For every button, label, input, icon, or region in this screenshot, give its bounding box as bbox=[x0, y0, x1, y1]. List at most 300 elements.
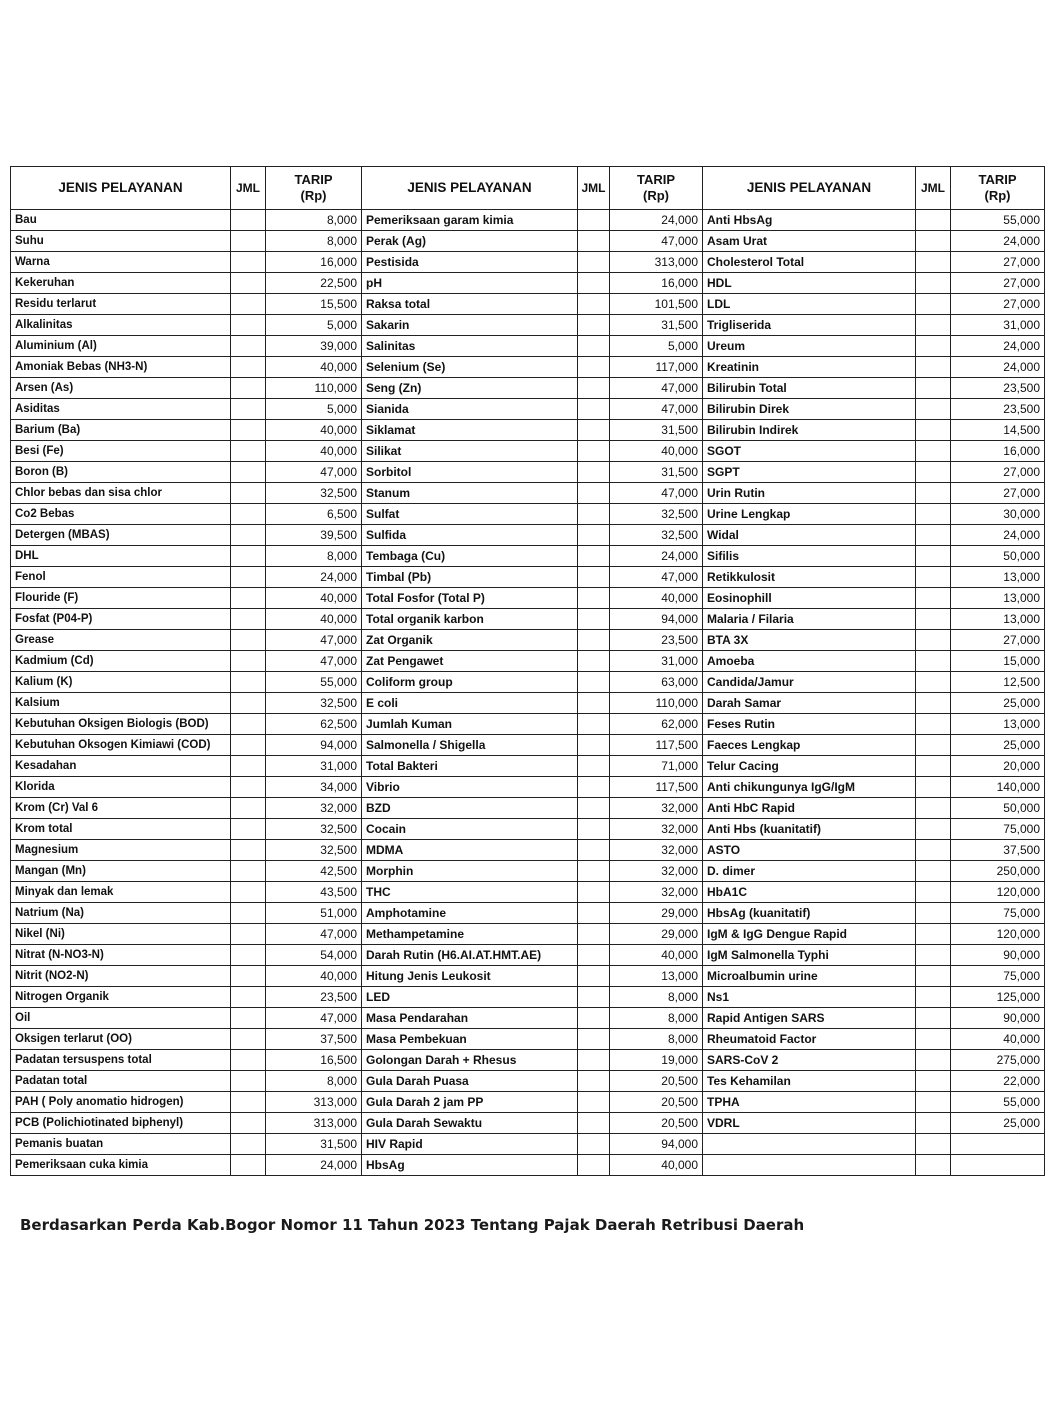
header-price-label: TARIP bbox=[978, 172, 1017, 187]
service-price: 120,000 bbox=[951, 882, 1045, 903]
service-price: 14,500 bbox=[951, 420, 1045, 441]
service-price: 8,000 bbox=[266, 1071, 362, 1092]
qty-cell bbox=[231, 378, 266, 399]
qty-cell bbox=[916, 231, 951, 252]
service-name: Besi (Fe) bbox=[11, 441, 231, 462]
qty-cell bbox=[916, 672, 951, 693]
qty-cell bbox=[231, 441, 266, 462]
qty-cell bbox=[578, 861, 610, 882]
service-name: Amphotamine bbox=[362, 903, 578, 924]
service-price: 39,500 bbox=[266, 525, 362, 546]
service-price: 47,000 bbox=[266, 924, 362, 945]
qty-cell bbox=[916, 882, 951, 903]
service-price: 8,000 bbox=[266, 546, 362, 567]
service-name: Gula Darah Sewaktu bbox=[362, 1113, 578, 1134]
qty-cell bbox=[578, 630, 610, 651]
service-name: Magnesium bbox=[11, 840, 231, 861]
service-price: 75,000 bbox=[951, 966, 1045, 987]
qty-cell bbox=[578, 1050, 610, 1071]
qty-cell bbox=[578, 693, 610, 714]
service-name: Darah Samar bbox=[703, 693, 916, 714]
qty-cell bbox=[916, 462, 951, 483]
service-name: Anti Hbs (kuanitatif) bbox=[703, 819, 916, 840]
service-name: Kalsium bbox=[11, 693, 231, 714]
service-name: Stanum bbox=[362, 483, 578, 504]
service-price: 275,000 bbox=[951, 1050, 1045, 1071]
service-price: 47,000 bbox=[266, 462, 362, 483]
qty-cell bbox=[578, 1071, 610, 1092]
service-name: Widal bbox=[703, 525, 916, 546]
qty-cell bbox=[231, 210, 266, 231]
table-row bbox=[11, 273, 1045, 294]
service-price: 47,000 bbox=[266, 1008, 362, 1029]
qty-cell bbox=[231, 840, 266, 861]
service-name: Timbal (Pb) bbox=[362, 567, 578, 588]
qty-cell bbox=[231, 1092, 266, 1113]
service-price: 50,000 bbox=[951, 546, 1045, 567]
qty-cell bbox=[578, 777, 610, 798]
service-price: 27,000 bbox=[951, 630, 1045, 651]
table-row bbox=[11, 903, 1045, 924]
qty-cell bbox=[578, 504, 610, 525]
qty-cell bbox=[231, 1008, 266, 1029]
qty-cell bbox=[578, 399, 610, 420]
service-price: 25,000 bbox=[951, 693, 1045, 714]
qty-cell bbox=[231, 1029, 266, 1050]
service-name: Methampetamine bbox=[362, 924, 578, 945]
service-name: Pemeriksaan cuka kimia bbox=[11, 1155, 231, 1176]
qty-cell bbox=[231, 483, 266, 504]
qty-cell bbox=[578, 1092, 610, 1113]
service-price: 25,000 bbox=[951, 735, 1045, 756]
service-name: IgM Salmonella Typhi bbox=[703, 945, 916, 966]
service-name: Raksa total bbox=[362, 294, 578, 315]
service-name: Barium (Ba) bbox=[11, 420, 231, 441]
service-price: 6,500 bbox=[266, 504, 362, 525]
qty-cell bbox=[231, 315, 266, 336]
qty-cell bbox=[916, 504, 951, 525]
service-price: 31,500 bbox=[610, 420, 703, 441]
table-row bbox=[11, 1113, 1045, 1134]
service-name: Kekeruhan bbox=[11, 273, 231, 294]
service-name: Nikel (Ni) bbox=[11, 924, 231, 945]
service-price bbox=[951, 1155, 1045, 1176]
service-name: Darah Rutin (H6.AI.AT.HMT.AE) bbox=[362, 945, 578, 966]
qty-cell bbox=[916, 525, 951, 546]
service-price: 117,500 bbox=[610, 777, 703, 798]
service-price: 8,000 bbox=[610, 987, 703, 1008]
service-name: Perak (Ag) bbox=[362, 231, 578, 252]
service-price: 37,500 bbox=[266, 1029, 362, 1050]
service-name: Natrium (Na) bbox=[11, 903, 231, 924]
service-name: Urin Rutin bbox=[703, 483, 916, 504]
qty-cell bbox=[578, 1113, 610, 1134]
service-price: 50,000 bbox=[951, 798, 1045, 819]
qty-cell bbox=[916, 567, 951, 588]
table-row bbox=[11, 294, 1045, 315]
qty-cell bbox=[916, 1113, 951, 1134]
service-name: PAH ( Poly anomatio hidrogen) bbox=[11, 1092, 231, 1113]
service-price: 117,000 bbox=[610, 357, 703, 378]
service-price: 24,000 bbox=[266, 567, 362, 588]
table-row bbox=[11, 1155, 1045, 1176]
qty-cell bbox=[916, 1029, 951, 1050]
service-price: 8,000 bbox=[266, 231, 362, 252]
service-price: 42,500 bbox=[266, 861, 362, 882]
service-name: Total Fosfor (Total P) bbox=[362, 588, 578, 609]
qty-cell bbox=[231, 630, 266, 651]
service-name: SGPT bbox=[703, 462, 916, 483]
service-name: HbsAg (kuanitatif) bbox=[703, 903, 916, 924]
qty-cell bbox=[578, 1155, 610, 1176]
service-name bbox=[703, 1134, 916, 1155]
service-price: 24,000 bbox=[951, 231, 1045, 252]
service-price: 32,000 bbox=[610, 861, 703, 882]
service-name: Tembaga (Cu) bbox=[362, 546, 578, 567]
service-name: D. dimer bbox=[703, 861, 916, 882]
qty-cell bbox=[231, 567, 266, 588]
service-price: 39,000 bbox=[266, 336, 362, 357]
service-name: PCB (Polichiotinated biphenyl) bbox=[11, 1113, 231, 1134]
service-name: Seng (Zn) bbox=[362, 378, 578, 399]
service-price: 140,000 bbox=[951, 777, 1045, 798]
qty-cell bbox=[916, 693, 951, 714]
service-price: 40,000 bbox=[266, 966, 362, 987]
qty-cell bbox=[578, 483, 610, 504]
service-price: 55,000 bbox=[951, 210, 1045, 231]
table-row bbox=[11, 966, 1045, 987]
service-price: 32,500 bbox=[266, 693, 362, 714]
qty-cell bbox=[916, 420, 951, 441]
service-name: Candida/Jamur bbox=[703, 672, 916, 693]
service-name: Kreatinin bbox=[703, 357, 916, 378]
qty-cell bbox=[231, 399, 266, 420]
table-row bbox=[11, 882, 1045, 903]
header-service-1: JENIS PELAYANAN bbox=[11, 167, 231, 210]
service-name: Sulfat bbox=[362, 504, 578, 525]
service-name: Golongan Darah + Rhesus bbox=[362, 1050, 578, 1071]
service-price: 13,000 bbox=[610, 966, 703, 987]
table-row bbox=[11, 210, 1045, 231]
table-row bbox=[11, 777, 1045, 798]
qty-cell bbox=[231, 273, 266, 294]
service-name: Zat Organik bbox=[362, 630, 578, 651]
service-name: Fenol bbox=[11, 567, 231, 588]
qty-cell bbox=[578, 525, 610, 546]
service-price: 24,000 bbox=[951, 336, 1045, 357]
service-price: 16,500 bbox=[266, 1050, 362, 1071]
service-name: Rapid Antigen SARS bbox=[703, 1008, 916, 1029]
service-name: Krom total bbox=[11, 819, 231, 840]
service-name: Amoeba bbox=[703, 651, 916, 672]
qty-cell bbox=[231, 756, 266, 777]
service-name: Bilirubin Direk bbox=[703, 399, 916, 420]
header-row bbox=[11, 167, 1045, 210]
service-price: 32,500 bbox=[610, 504, 703, 525]
service-price: 47,000 bbox=[266, 630, 362, 651]
service-name: Masa Pembekuan bbox=[362, 1029, 578, 1050]
service-name: Co2 Bebas bbox=[11, 504, 231, 525]
table-row bbox=[11, 651, 1045, 672]
qty-cell bbox=[578, 546, 610, 567]
service-name: Kalium (K) bbox=[11, 672, 231, 693]
table-row bbox=[11, 378, 1045, 399]
service-price: 13,000 bbox=[951, 588, 1045, 609]
service-price: 62,500 bbox=[266, 714, 362, 735]
service-price: 23,500 bbox=[266, 987, 362, 1008]
table-row bbox=[11, 798, 1045, 819]
qty-cell bbox=[916, 966, 951, 987]
service-price: 63,000 bbox=[610, 672, 703, 693]
service-price: 40,000 bbox=[610, 588, 703, 609]
service-price: 31,500 bbox=[610, 462, 703, 483]
service-price: 23,500 bbox=[951, 399, 1045, 420]
table-row bbox=[11, 588, 1045, 609]
header-price-label: TARIP bbox=[636, 172, 676, 187]
service-price: 47,000 bbox=[610, 231, 703, 252]
service-price: 40,000 bbox=[610, 441, 703, 462]
qty-cell bbox=[578, 798, 610, 819]
table-row bbox=[11, 1050, 1045, 1071]
service-name: Total Bakteri bbox=[362, 756, 578, 777]
table-row bbox=[11, 252, 1045, 273]
service-name: Kebutuhan Oksogen Kimiawi (COD) bbox=[11, 735, 231, 756]
service-price: 40,000 bbox=[266, 357, 362, 378]
service-price: 22,000 bbox=[951, 1071, 1045, 1092]
service-name: Alkalinitas bbox=[11, 315, 231, 336]
table-row bbox=[11, 987, 1045, 1008]
service-name: LDL bbox=[703, 294, 916, 315]
qty-cell bbox=[231, 1134, 266, 1155]
service-name: Ns1 bbox=[703, 987, 916, 1008]
service-name: Padatan tersuspens total bbox=[11, 1050, 231, 1071]
service-name: Telur Cacing bbox=[703, 756, 916, 777]
service-price: 29,000 bbox=[610, 903, 703, 924]
qty-cell bbox=[578, 336, 610, 357]
service-price: 32,500 bbox=[266, 819, 362, 840]
qty-cell bbox=[578, 756, 610, 777]
service-price: 32,500 bbox=[266, 840, 362, 861]
service-name: Trigliserida bbox=[703, 315, 916, 336]
service-price: 13,000 bbox=[951, 609, 1045, 630]
table-row bbox=[11, 231, 1045, 252]
qty-cell bbox=[578, 1008, 610, 1029]
tariff-sheet bbox=[10, 166, 1044, 1176]
service-price: 47,000 bbox=[266, 651, 362, 672]
qty-cell bbox=[916, 630, 951, 651]
table-row bbox=[11, 714, 1045, 735]
service-name: Bilirubin Indirek bbox=[703, 420, 916, 441]
qty-cell bbox=[916, 735, 951, 756]
service-name: Pemanis buatan bbox=[11, 1134, 231, 1155]
qty-cell bbox=[916, 987, 951, 1008]
service-price: 29,000 bbox=[610, 924, 703, 945]
qty-cell bbox=[231, 672, 266, 693]
service-name: Sorbitol bbox=[362, 462, 578, 483]
qty-cell bbox=[916, 714, 951, 735]
service-name: Pestisida bbox=[362, 252, 578, 273]
table-row bbox=[11, 1029, 1045, 1050]
service-name: Tes Kehamilan bbox=[703, 1071, 916, 1092]
qty-cell bbox=[916, 945, 951, 966]
service-price: 19,000 bbox=[610, 1050, 703, 1071]
header-price-unit: (Rp) bbox=[643, 188, 669, 203]
header-price-3 bbox=[951, 167, 1045, 210]
service-name: Siklamat bbox=[362, 420, 578, 441]
service-price: 313,000 bbox=[266, 1092, 362, 1113]
service-price: 23,500 bbox=[610, 630, 703, 651]
service-price: 32,000 bbox=[610, 840, 703, 861]
service-name: Silikat bbox=[362, 441, 578, 462]
service-price: 47,000 bbox=[610, 483, 703, 504]
service-name: Anti chikungunya IgG/IgM bbox=[703, 777, 916, 798]
regulation-footnote: Berdasarkan Perda Kab.Bogor Nomor 11 Tahun 2023 Tentang Pajak Daerah Retribusi Daerah bbox=[20, 1216, 805, 1234]
qty-cell bbox=[231, 903, 266, 924]
tariff-table bbox=[10, 166, 1045, 1176]
qty-cell bbox=[916, 378, 951, 399]
service-price: 8,000 bbox=[610, 1008, 703, 1029]
service-price: 250,000 bbox=[951, 861, 1045, 882]
service-price: 75,000 bbox=[951, 903, 1045, 924]
service-price: 31,000 bbox=[266, 756, 362, 777]
qty-cell bbox=[916, 1134, 951, 1155]
table-row bbox=[11, 840, 1045, 861]
qty-cell bbox=[916, 777, 951, 798]
service-name: Masa Pendarahan bbox=[362, 1008, 578, 1029]
service-name: ASTO bbox=[703, 840, 916, 861]
qty-cell bbox=[231, 546, 266, 567]
table-row bbox=[11, 1134, 1045, 1155]
header-qty-3: JML bbox=[916, 167, 951, 210]
qty-cell bbox=[231, 504, 266, 525]
service-name: Suhu bbox=[11, 231, 231, 252]
qty-cell bbox=[231, 945, 266, 966]
service-name: E coli bbox=[362, 693, 578, 714]
service-price: 313,000 bbox=[610, 252, 703, 273]
service-price: 32,000 bbox=[266, 798, 362, 819]
service-price: 51,000 bbox=[266, 903, 362, 924]
table-row bbox=[11, 819, 1045, 840]
service-name: Gula Darah Puasa bbox=[362, 1071, 578, 1092]
qty-cell bbox=[231, 714, 266, 735]
qty-cell bbox=[916, 609, 951, 630]
table-row bbox=[11, 483, 1045, 504]
service-price: 40,000 bbox=[266, 420, 362, 441]
service-name: Padatan total bbox=[11, 1071, 231, 1092]
header-price-label: TARIP bbox=[294, 172, 333, 187]
service-price: 32,500 bbox=[266, 483, 362, 504]
qty-cell bbox=[231, 336, 266, 357]
service-name: Hitung Jenis Leukosit bbox=[362, 966, 578, 987]
service-name: HDL bbox=[703, 273, 916, 294]
qty-cell bbox=[578, 294, 610, 315]
qty-cell bbox=[578, 882, 610, 903]
service-name: Malaria / Filaria bbox=[703, 609, 916, 630]
service-price: 27,000 bbox=[951, 483, 1045, 504]
service-name: Oil bbox=[11, 1008, 231, 1029]
table-row bbox=[11, 525, 1045, 546]
service-price: 24,000 bbox=[610, 546, 703, 567]
service-name: MDMA bbox=[362, 840, 578, 861]
qty-cell bbox=[916, 1050, 951, 1071]
service-name: Klorida bbox=[11, 777, 231, 798]
service-price: 32,500 bbox=[610, 525, 703, 546]
service-price: 94,000 bbox=[266, 735, 362, 756]
service-price: 31,000 bbox=[610, 651, 703, 672]
service-name: Salmonella / Shigella bbox=[362, 735, 578, 756]
service-price: 27,000 bbox=[951, 273, 1045, 294]
service-price: 5,000 bbox=[266, 399, 362, 420]
header-service-3: JENIS PELAYANAN bbox=[703, 167, 916, 210]
qty-cell bbox=[231, 651, 266, 672]
table-row bbox=[11, 336, 1045, 357]
qty-cell bbox=[916, 1008, 951, 1029]
qty-cell bbox=[578, 315, 610, 336]
qty-cell bbox=[916, 819, 951, 840]
service-name: Microalbumin urine bbox=[703, 966, 916, 987]
qty-cell bbox=[916, 315, 951, 336]
service-price: 75,000 bbox=[951, 819, 1045, 840]
service-price: 54,000 bbox=[266, 945, 362, 966]
service-name: Boron (B) bbox=[11, 462, 231, 483]
service-name: Kesadahan bbox=[11, 756, 231, 777]
qty-cell bbox=[916, 252, 951, 273]
service-price: 30,000 bbox=[951, 504, 1045, 525]
header-qty-2: JML bbox=[578, 167, 610, 210]
table-row bbox=[11, 1008, 1045, 1029]
service-price: 20,000 bbox=[951, 756, 1045, 777]
service-name: Chlor bebas dan sisa chlor bbox=[11, 483, 231, 504]
service-name: Pemeriksaan garam kimia bbox=[362, 210, 578, 231]
service-name: Cocain bbox=[362, 819, 578, 840]
qty-cell bbox=[578, 273, 610, 294]
qty-cell bbox=[916, 441, 951, 462]
service-name: Nitrat (N-NO3-N) bbox=[11, 945, 231, 966]
table-row bbox=[11, 945, 1045, 966]
service-price: 20,500 bbox=[610, 1113, 703, 1134]
service-price: 40,000 bbox=[610, 1155, 703, 1176]
qty-cell bbox=[231, 882, 266, 903]
service-price: 24,000 bbox=[610, 210, 703, 231]
qty-cell bbox=[231, 525, 266, 546]
service-name: Zat Pengawet bbox=[362, 651, 578, 672]
service-price: 31,500 bbox=[610, 315, 703, 336]
service-price: 40,000 bbox=[266, 588, 362, 609]
service-price: 32,000 bbox=[610, 882, 703, 903]
service-name: Selenium (Se) bbox=[362, 357, 578, 378]
qty-cell bbox=[916, 336, 951, 357]
header-price-unit: (Rp) bbox=[984, 188, 1011, 203]
service-name: BTA 3X bbox=[703, 630, 916, 651]
service-price: 31,500 bbox=[266, 1134, 362, 1155]
service-price: 24,000 bbox=[951, 525, 1045, 546]
table-row bbox=[11, 399, 1045, 420]
service-price: 27,000 bbox=[951, 252, 1045, 273]
service-price: 15,500 bbox=[266, 294, 362, 315]
qty-cell bbox=[231, 1071, 266, 1092]
service-price: 20,500 bbox=[610, 1071, 703, 1092]
service-price: 22,500 bbox=[266, 273, 362, 294]
service-name: Sulfida bbox=[362, 525, 578, 546]
service-name: Krom (Cr) Val 6 bbox=[11, 798, 231, 819]
service-name: VDRL bbox=[703, 1113, 916, 1134]
qty-cell bbox=[231, 1050, 266, 1071]
qty-cell bbox=[578, 420, 610, 441]
service-price: 8,000 bbox=[610, 1029, 703, 1050]
qty-cell bbox=[578, 735, 610, 756]
qty-cell bbox=[578, 945, 610, 966]
qty-cell bbox=[231, 987, 266, 1008]
